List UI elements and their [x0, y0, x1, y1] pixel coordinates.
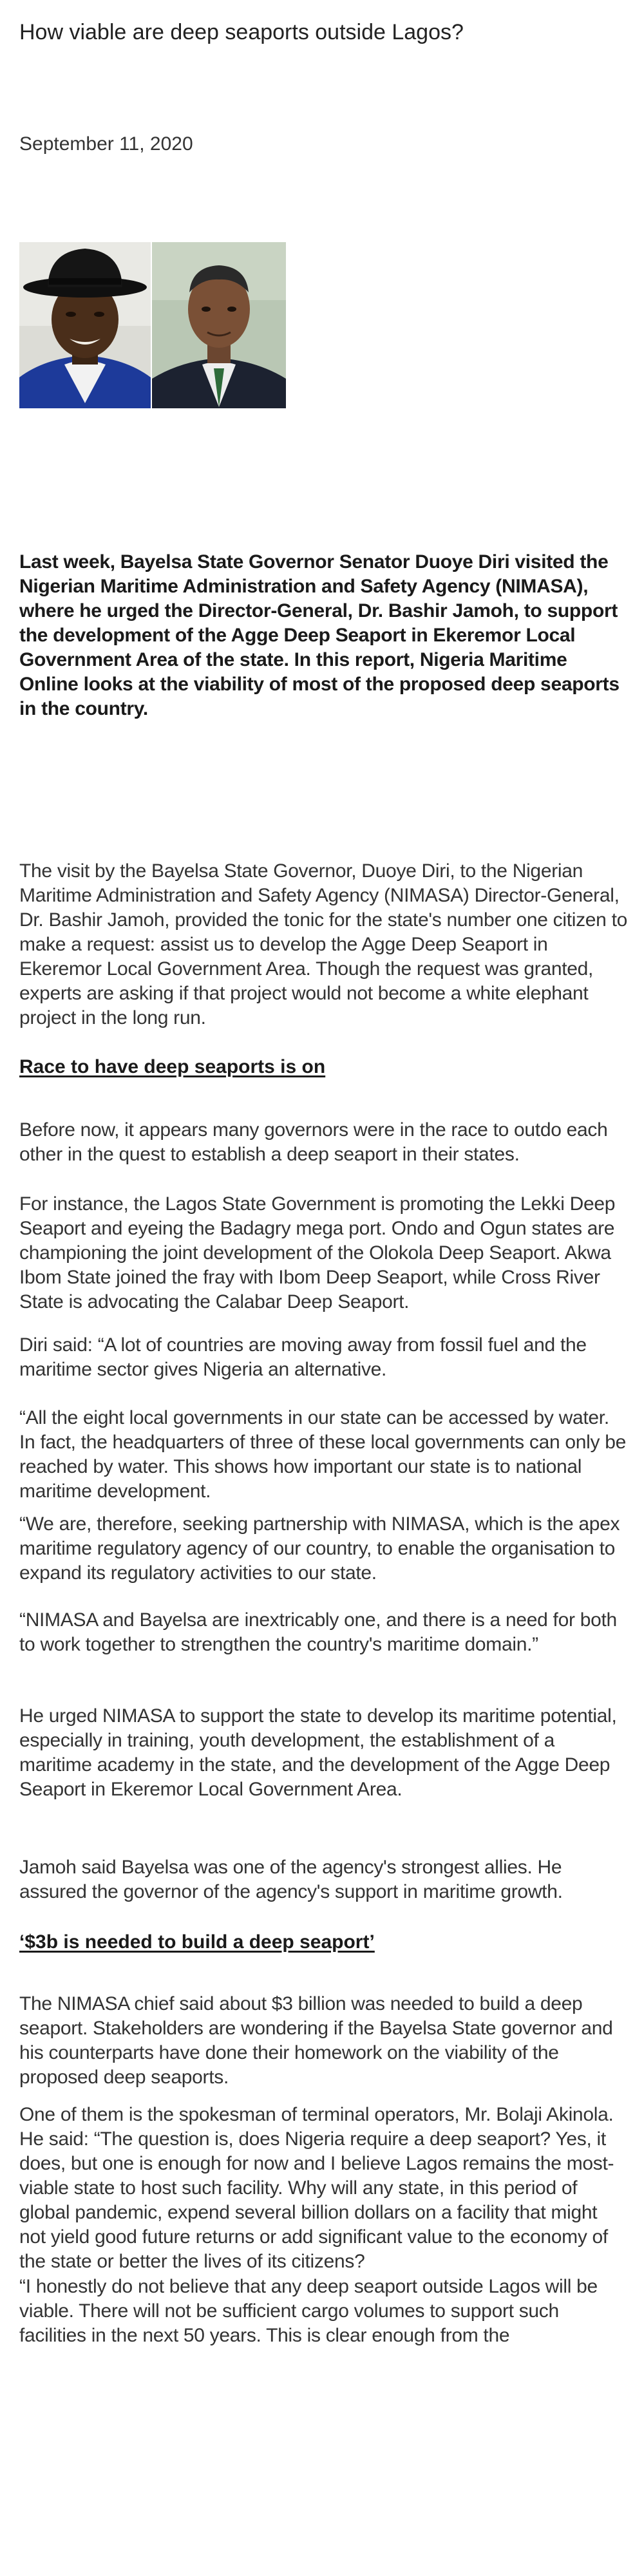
- article-paragraph: One of them is the spokesman of terminal operators, Mr. Bolaji Akinola. He said: “The question is, does Nigeria require a deep seaport? Yes, it does, but one is enough for now and I believe Lagos remains the most-viable state to host such facility. Why will any state, in this period of global pandemic, expend several billion dollars on a facility that might not yield good future returns or add significant value to the economy of the state or better the lives of its citizens?: [19, 2104, 614, 2272]
- director-general-photo: [152, 242, 286, 408]
- director-portrait-illustration: [152, 242, 286, 408]
- subheading-cost: ‘$3b is needed to build a deep seaport’: [19, 1931, 375, 1953]
- article-paragraph: “We are, therefore, seeking partnership with NIMASA, which is the apex maritime regulatory agency of our country, to enable the organisation to expand its regulatory activities to our state.: [19, 1513, 620, 1584]
- article-paragraph: Diri said: “A lot of countries are moving away from fossil fuel and the maritime sector gives Nigeria an alternative.: [19, 1334, 587, 1380]
- publish-date: September 11, 2020: [19, 133, 193, 155]
- article-paragraph: For instance, the Lagos State Government is promoting the Lekki Deep Seaport and eyeing the Badagry mega port. Ondo and Ogun states are championing the joint development of the Olokola Deep Seaport. Akwa Ibom State joined the fray with Ibom Deep Seaport, while Cross River State is advocating the Calabar Deep Seaport.: [19, 1193, 616, 1312]
- subheading-race: Race to have deep seaports is on: [19, 1056, 326, 1077]
- article-paragraph: “NIMASA and Bayelsa are inextricably one, and there is a need for both to work together to strengthen the country's maritime domain.”: [19, 1609, 617, 1655]
- article-paragraph: The visit by the Bayelsa State Governor, Duoye Diri, to the Nigerian Maritime Administration and Safety Agency (NIMASA) Director-General, Dr. Bashir Jamoh, provided the tonic for the state's number one citizen to make a request: assist us to develop the Agge Deep Seaport in Ekeremor Local Government Area. Though the request was granted, experts are asking if that project would not become a white elephant project in the long run.: [19, 860, 628, 1028]
- article-paragraph: “I honestly do not believe that any deep seaport outside Lagos will be viable. There will not be sufficient cargo volumes to support such facilities in the next 50 years. This is clear enough from the: [19, 2276, 598, 2346]
- governor-photo: [19, 242, 151, 408]
- governor-portrait-illustration: [19, 242, 151, 408]
- article-paragraph: He urged NIMASA to support the state to develop its maritime potential, especially in training, youth development, the establishment of a maritime academy in the state, and the development of the Agge Deep Seaport in Ekeremor Local Government Area.: [19, 1705, 617, 1800]
- article-title: How viable are deep seaports outside Lagos?: [19, 20, 464, 44]
- article-paragraph: “All the eight local governments in our state can be accessed by water. In fact, the headquarters of three of these local governments can only be reached by water. This shows how important our state is to national maritime development.: [19, 1407, 627, 1502]
- article-paragraph: The NIMASA chief said about $3 billion was needed to build a deep seaport. Stakeholders are wondering if the Bayelsa State governor and his counterparts have done their homework on the viability of the proposed deep seaports.: [19, 1993, 613, 2088]
- article-paragraph: Jamoh said Bayelsa was one of the agency's strongest allies. He assured the governor of the agency's support in maritime growth.: [19, 1857, 563, 1902]
- article-paragraph: Before now, it appears many governors were in the race to outdo each other in the quest to establish a deep seaport in their states.: [19, 1119, 608, 1165]
- article-lede: Last week, Bayelsa State Governor Senator Duoye Diri visited the Nigerian Maritime Administration and Safety Agency (NIMASA), where he urged the Director-General, Dr. Bashir Jamoh, to support the development of the Agge Deep Seaport in Ekeremor Local Government Area of the state. In this report, Nigeria Maritime Online looks at the viability of most of the proposed deep seaports in the country.: [19, 551, 620, 719]
